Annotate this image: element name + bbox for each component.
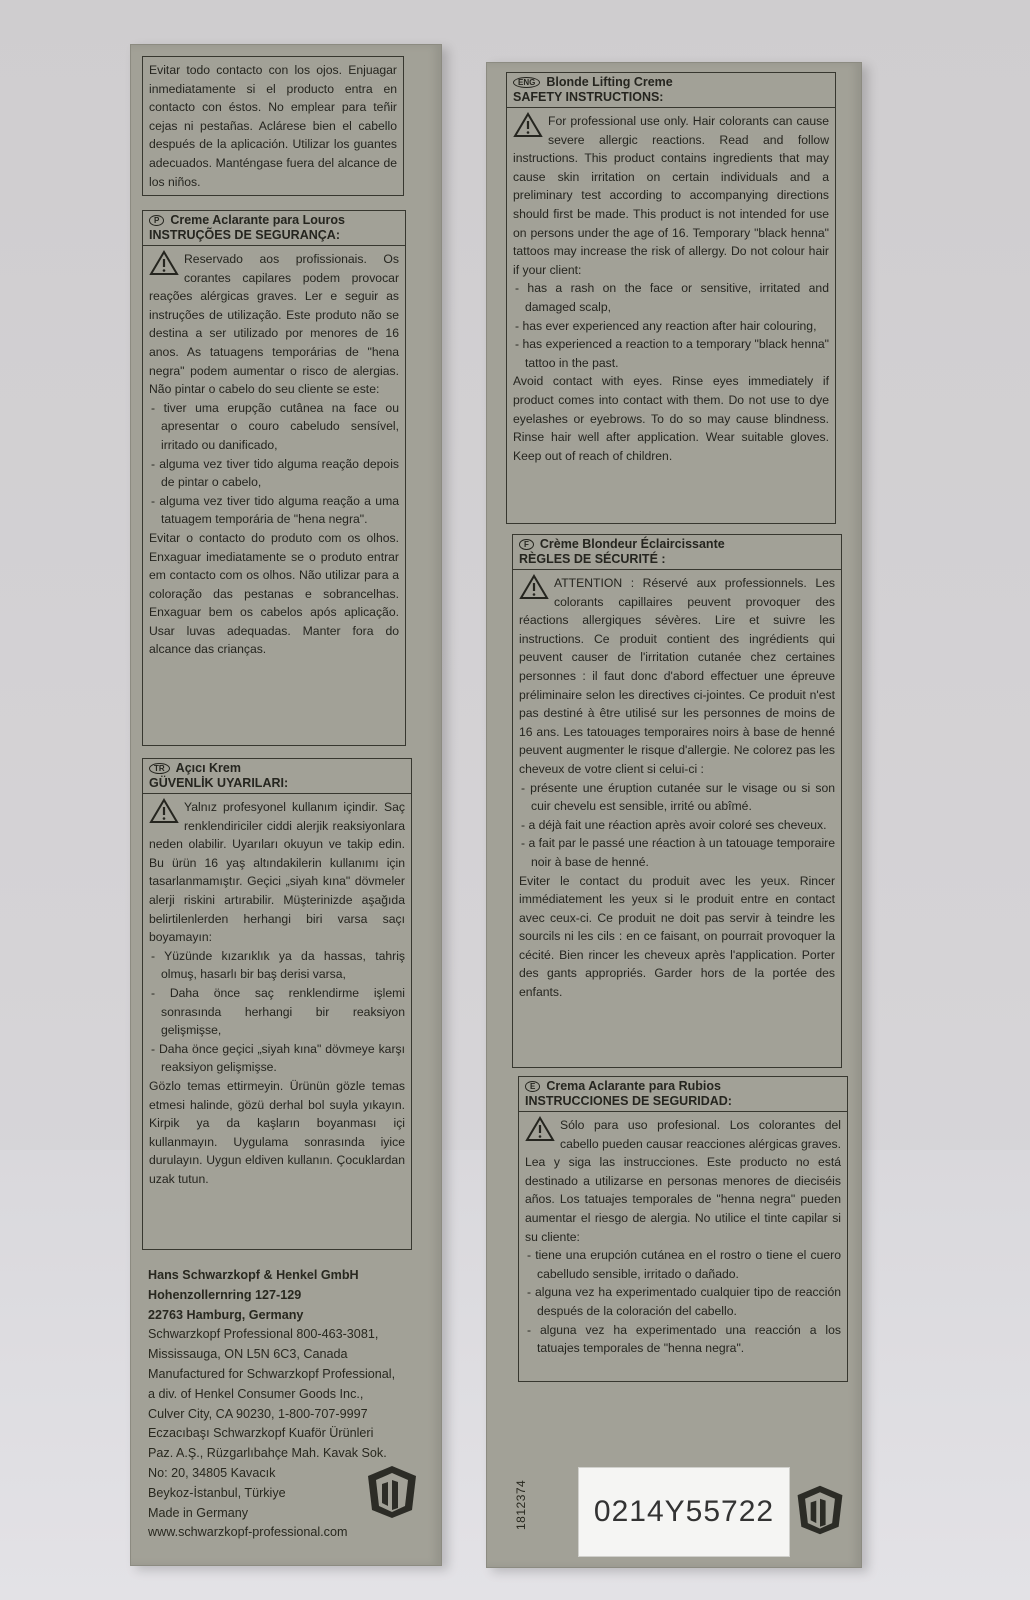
- fr-outro-text: Eviter le contact du produit avec les yeux. Rincer immédiatement les yeux si le produit entre en contact avec ceux-ci. Ce produit ne doit pas servir à teindre les sourcils ni les cils : en ce faisant, on pourrait provoquer la cécité. Bien rincer les cheveux après l'application. Porter des gants appropriés. Garder hors de la portée des enfants.: [519, 873, 835, 1000]
- es-intro-text: Sólo para uso profesional. Los colorantes del cabello pueden causar reacciones alérgicas graves. Lea y siga las instrucciones. Este producto no está destinado a utilizarse en personas menores de dieciséis años. Los tatuajes temporales de "henna negra" pueden aumentar el riesgo de alergia. No utilice el tinte capilar si su cliente:: [525, 1118, 841, 1244]
- address-line: Beykoz-İstanbul, Türkiye: [148, 1485, 286, 1500]
- tr-safety-panel: [142, 758, 412, 1250]
- vertical-batch-code: 1812374: [514, 1479, 528, 1530]
- es-list-item: - alguna vez ha experimentado una reacción a los tatuajes temporales de "henna negra".: [527, 1322, 841, 1356]
- tr-list-item: - Yüzünde kızarıklık ya da hassas, tahriş olmuş, hasarlı bir baş derisi varsa,: [151, 948, 405, 982]
- warning-triangle-icon: [525, 1116, 555, 1142]
- en-list-item: - has experienced a reaction to a temporary "black henna" tattoo in the past.: [515, 337, 829, 370]
- address-line: Made in Germany: [148, 1505, 249, 1520]
- en-intro-text: For professional use only. Hair colorants can cause severe allergic reactions. Read and follow instructions. This product contains ingredients that may cause skin irritation on certain individuals and a preliminary test according to accompanying directions should first be made. This product is not intended for use on persons under the age of 16. Temporary "black henna" tattoos may increase the risk of allergy. Do not colour hair if your client:: [513, 114, 829, 277]
- fr-safety-panel: [512, 534, 842, 1068]
- tr-intro-text: Yalnız profesyonel kullanım içindir. Saç renklendiriciler ciddi alerjik reaksiyonlara neden olabilir. Uyarıları okuyun ve takip edin. Bu ürün 16 yaş altındakilerin kullanımı için tasarlanmamıştır. Geçici „siyah kına" dövmeler alerji riskini artırabilir. Müşterinizde aşağıda belirtilenlerden herhangi biri varsa saçı boyamayın:: [149, 800, 405, 945]
- schwarzkopf-logo-icon: [792, 1482, 848, 1538]
- address-bold-line: Hans Schwarzkopf & Henkel GmbH: [148, 1268, 359, 1282]
- fr-list-item: - a fait par le passé une réaction à un tatouage temporaire noir à base de henné.: [521, 836, 835, 869]
- address-line: Paz. A.Ş., Rüzgarlıbahçe Mah. Kavak Sok.: [148, 1446, 387, 1461]
- warning-triangle-icon: [149, 250, 179, 276]
- fr-subtitle: RÈGLES DE SÉCURITÉ :: [519, 552, 666, 566]
- pt-safety-panel: [142, 210, 406, 746]
- pt-title: Creme Aclarante para Louros: [170, 213, 345, 227]
- fr-intro-text: ATTENTION : Réservé aux professionnels. Les colorants capillaires peuvent provoquer des réactions allergiques sévères. Lire et suivre les instructions. Ce produit contient des ingrédients qui peuvent causer de l'irritation cutanée chez certaines personnes : il faut donc d'abord effectuer une épreuve préliminaire selon les directives ci-jointes. Ce produit n'est pas destiné à être utilisé sur les personnes de moins de 16 ans. Les tatouages temporaires noirs à base de henné peuvent augmenter le risque d'allergie. Ne colorez pas les cheveux de votre client si celui-ci :: [519, 576, 835, 776]
- en-subtitle: SAFETY INSTRUCTIONS:: [513, 90, 664, 104]
- address-line: Manufactured for Schwarzkopf Professional,: [148, 1366, 396, 1381]
- es-title: Crema Aclarante para Rubios: [546, 1079, 721, 1093]
- schwarzkopf-logo-icon: [362, 1462, 422, 1522]
- pt-subtitle: INSTRUÇÕES DE SEGURANÇA:: [149, 228, 340, 242]
- es-warning-tail-panel: [142, 56, 404, 196]
- en-language-badge: ENG: [513, 77, 540, 88]
- pt-list-item: - alguma vez tiver tido alguma reação depois de pintar o cabelo,: [151, 456, 399, 490]
- en-safety-panel: [506, 72, 836, 524]
- tr-outro-text: Gözlo temas ettirmeyin. Ürünün gözle temas etmesi halinde, gözü derhal bol suyla yıkayın. Kirpik ya da kaşların boyanması içi kullanmayın. Uygulama sonrasında iyice durulayın. Uygun eldiven kullanın. Çocuklardan uzak tutun.: [149, 1078, 405, 1186]
- website-line: www.schwarzkopf-professional.com: [148, 1525, 348, 1540]
- es-safety-panel: [518, 1076, 848, 1382]
- es-panel-header: [519, 1079, 847, 1112]
- es-list-item: - tiene una erupción cutánea en el rostro o tiene el cuero cabelludo sensible, irritado o dañado.: [527, 1248, 841, 1281]
- es-language-badge: E: [525, 1081, 540, 1092]
- warning-triangle-icon: [513, 112, 543, 138]
- es-tail-text: Evitar todo contacto con los ojos. Enjuagar inmediatamente si el producto entra en contacto con éstos. No emplear para teñir cejas ni pestañas. Aclárese bien el cabello después de la aplicación. Utilizar los guantes adecuados. Manténgase fuera del alcance de los niños.: [149, 63, 397, 189]
- fr-list-item: - présente une éruption cutanée sur le visage ou si son cuir chevelu est sensible, irrité ou abîmé.: [521, 780, 835, 814]
- en-list-item: - has a rash on the face or sensitive, irritated and damaged scalp,: [515, 281, 829, 314]
- address-line: a div. of Henkel Consumer Goods Inc.,: [148, 1386, 364, 1401]
- address-line: Mississauga, ON L5N 6C3, Canada: [148, 1347, 348, 1362]
- pt-language-badge: P: [149, 215, 164, 226]
- en-outro-text: Avoid contact with eyes. Rinse eyes immediately if product comes into contact with them. Do not use to dye eyelashes or eyebrows. To do so may cause blindness. Rinse hair well after application. Wear suitable gloves. Keep out of reach of children.: [513, 374, 829, 463]
- fr-language-badge: F: [519, 539, 534, 550]
- address-line: No: 20, 34805 Kavacık: [148, 1465, 276, 1480]
- pt-list-item: - tiver uma erupção cutânea na face ou apresentar o couro cabeludo sensível, irritado ou danificado,: [151, 400, 399, 452]
- warning-triangle-icon: [149, 798, 179, 824]
- fr-title: Crème Blondeur Éclaircissante: [539, 537, 725, 551]
- lot-code-label: 0214Y55722: [578, 1467, 790, 1557]
- address-bold-line: Hohenzollernring 127-129: [148, 1287, 302, 1302]
- address-line: Culver City, CA 90230, 1-800-707-9997: [148, 1406, 368, 1421]
- tr-list-item: - Daha önce geçici „siyah kına" dövmeye karşı reaksiyon gelişmişse.: [151, 1041, 405, 1075]
- es-list-item: - alguna vez ha experimentado cualquier tipo de reacción después de la coloración del cabello.: [527, 1285, 841, 1318]
- pt-panel-header: [143, 213, 405, 246]
- en-title: Blonde Lifting Creme: [546, 75, 673, 89]
- address-line: Schwarzkopf Professional 800-463-3081,: [148, 1327, 379, 1342]
- address-bold-line: 22763 Hamburg, Germany: [148, 1307, 304, 1322]
- es-subtitle: INSTRUCCIONES DE SEGURIDAD:: [525, 1094, 732, 1108]
- tr-list-item: - Daha önce saç renklendirme işlemi sonrasında herhangi bir reaksiyon gelişmişse,: [151, 985, 405, 1038]
- fr-list-item: - a déjà fait une réaction après avoir coloré ses cheveux.: [521, 817, 827, 832]
- en-list-item: - has ever experienced any reaction after hair colouring,: [515, 318, 817, 333]
- pt-outro-text: Evitar o contacto do produto com os olhos. Enxaguar imediatamente se o produto entrar em contacto com os olhos. Não utilizar para a coloração das pestanas e sobrancelhas. Enxaguar bem os cabelos após aplicação. Usar luvas adequadas. Manter fora do alcance das crianças.: [149, 530, 399, 657]
- tr-title: Açıcı Krem: [175, 761, 241, 775]
- fr-panel-header: [513, 537, 841, 570]
- tr-panel-header: [143, 761, 411, 794]
- en-panel-header: [507, 75, 835, 108]
- warning-triangle-icon: [519, 574, 549, 600]
- address-line: Eczacıbaşı Schwarzkopf Kuaför Ürünleri: [148, 1426, 374, 1441]
- tr-subtitle: GÜVENLİK UYARILARI:: [149, 776, 289, 790]
- pt-list-item: - alguma vez tiver tido alguma reação a uma tatuagem temporária de "hena negra".: [151, 493, 399, 527]
- tr-language-badge: TR: [149, 763, 170, 774]
- pt-intro-text: Reservado aos profissionais. Os corantes capilares podem provocar reações alérgicas graves. Ler e seguir as instruções de utilização. Este produto não se destina a ser utilizado por menores de 16 anos. As tatuagens temporárias de "hena negra" podem aumentar o risco de alergias. Não pintar o cabelo do seu cliente se este:: [149, 252, 399, 397]
